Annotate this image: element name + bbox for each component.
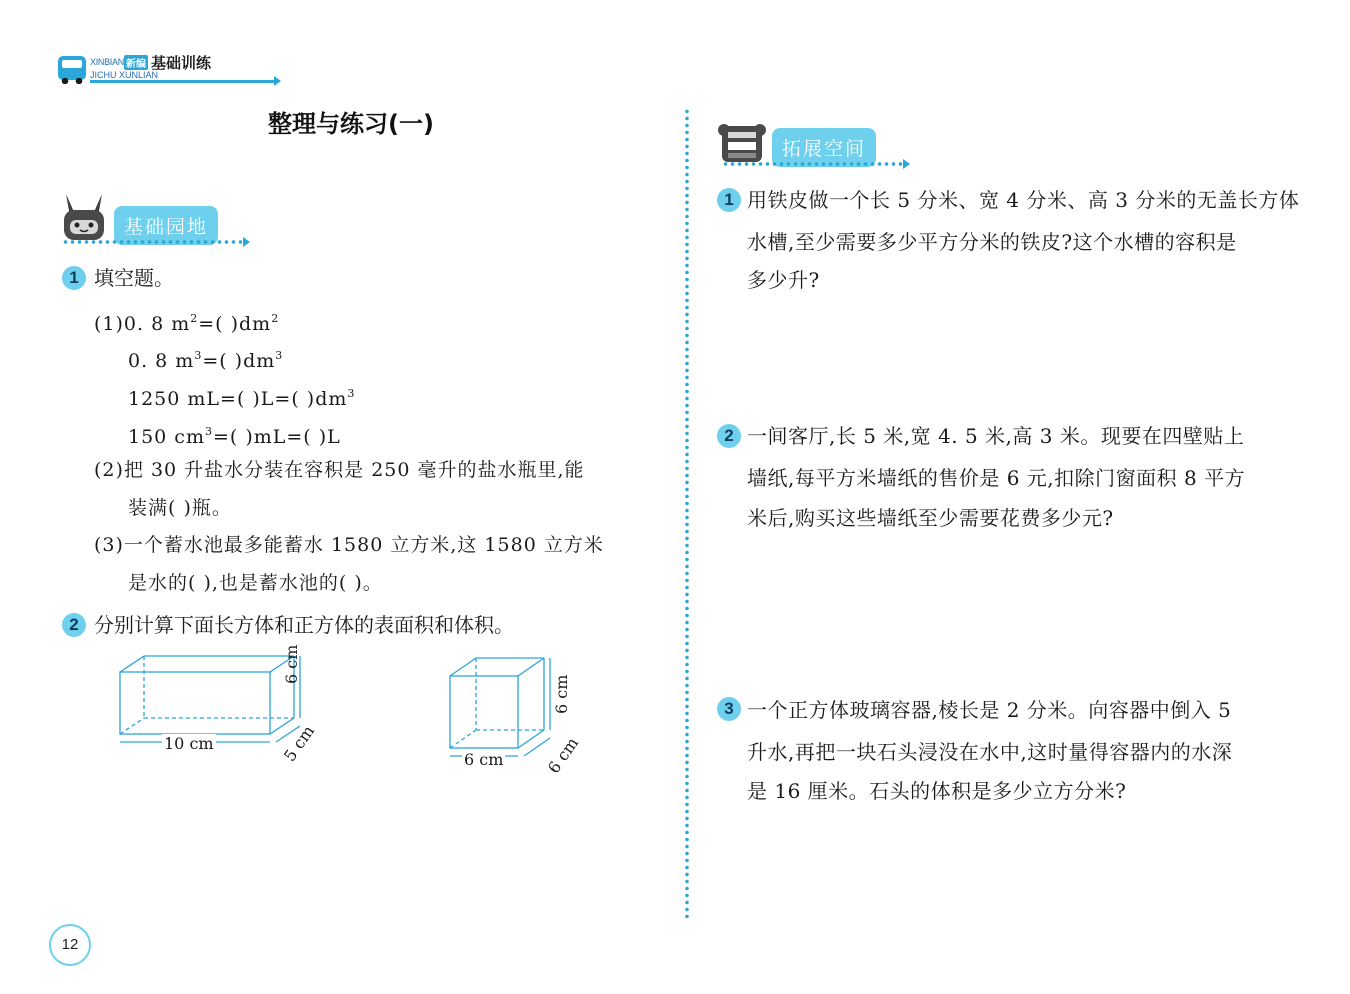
- superscript: 2: [190, 312, 199, 325]
- arrow-icon: [90, 80, 275, 83]
- cube-height-label: 6 cm: [552, 674, 571, 714]
- cube-length-label: 6 cm: [464, 750, 504, 769]
- question-number: 2: [717, 424, 741, 448]
- fill-line-7: (3)一个蓄水池最多能蓄水 1580 立方米,这 1580 立方米: [94, 534, 604, 556]
- question-line: 一间客厅,长 5 米,宽 4. 5 米,高 3 米。现要在四壁贴上: [747, 424, 1245, 448]
- cube-width-label: 6 cm: [544, 733, 583, 777]
- fill-text: 0. 8 m: [128, 350, 195, 372]
- superscript: 3: [275, 349, 284, 362]
- question-number: 1: [717, 188, 741, 212]
- cuboid-width-label: 5 cm: [280, 721, 319, 765]
- logo-pinyin-1: XINBIAN: [90, 57, 124, 67]
- fill-text: =( )dm: [202, 350, 276, 372]
- dotted-divider: [722, 162, 902, 166]
- fill-text: =( )mL=( )L: [212, 426, 341, 448]
- cuboid-figure: [110, 644, 330, 765]
- logo-title: 基础训练: [151, 54, 212, 72]
- rabbit-mascot-icon: [60, 190, 108, 242]
- series-logo: [58, 52, 238, 86]
- cube-figure: [440, 650, 600, 777]
- superscript: 3: [204, 425, 213, 438]
- fill-text: =( )dm: [198, 313, 272, 335]
- question-number: 2: [62, 613, 86, 637]
- fill-line-3: [128, 384, 355, 409]
- fill-line-2: [128, 346, 283, 371]
- fill-text: (1)0. 8 m: [94, 313, 191, 335]
- question-line: 水槽,至少需要多少平方分米的铁皮?这个水槽的容积是: [747, 230, 1237, 254]
- question-line: 多少升?: [747, 268, 820, 292]
- question-number: 1: [62, 266, 86, 290]
- question-line: 墙纸,每平方米墙纸的售价是 6 元,扣除门窗面积 8 平方: [747, 466, 1246, 490]
- fill-line-8: 是水的( ),也是蓄水池的( )。: [128, 572, 383, 594]
- section-banner-extension: 拓展空间: [772, 128, 876, 167]
- dotted-divider: [62, 240, 242, 244]
- arrow-icon: [243, 237, 250, 247]
- fill-line-5: (2)把 30 升盐水分装在容积是 250 毫升的盐水瓶里,能: [94, 459, 585, 481]
- question-title: 填空题。: [94, 266, 174, 290]
- question-title: 分别计算下面长方体和正方体的表面积和体积。: [94, 613, 514, 637]
- logo-pinyin-2: JICHU XUNLIAN: [90, 70, 159, 80]
- arrow-icon: [903, 159, 910, 169]
- fill-line-4: [128, 422, 341, 447]
- fill-line-1: [94, 309, 279, 334]
- superscript: 3: [194, 349, 203, 362]
- cuboid-length-label: 10 cm: [164, 734, 214, 753]
- fill-text: 1250 mL=( )L=( )dm: [128, 388, 348, 410]
- superscript: 3: [347, 387, 356, 400]
- robot-mascot-icon: [716, 120, 768, 166]
- question-line: 用铁皮做一个长 5 分米、宽 4 分米、高 3 分米的无盖长方体: [747, 188, 1300, 212]
- bus-icon: [58, 56, 86, 80]
- question-number: 3: [717, 697, 741, 721]
- page-title: 整理与练习(一): [268, 110, 434, 138]
- question-line: 升水,再把一块石头浸没在水中,这时量得容器内的水深: [747, 740, 1233, 764]
- fill-text: 150 cm: [128, 426, 205, 448]
- question-line: 米后,购买这些墙纸至少需要花费多少元?: [747, 506, 1114, 530]
- question-line: 是 16 厘米。石头的体积是多少立方分米?: [747, 779, 1127, 803]
- logo-tag: 新编: [124, 55, 148, 70]
- page-divider: [685, 108, 689, 918]
- cuboid-height-label: 6 cm: [282, 644, 301, 684]
- fill-line-6: 装满( )瓶。: [128, 497, 232, 519]
- superscript: 2: [271, 312, 280, 325]
- question-line: 一个正方体玻璃容器,棱长是 2 分米。向容器中倒入 5: [747, 698, 1232, 722]
- section-banner-basic: 基础园地: [114, 206, 218, 245]
- page-number: 12: [49, 924, 91, 966]
